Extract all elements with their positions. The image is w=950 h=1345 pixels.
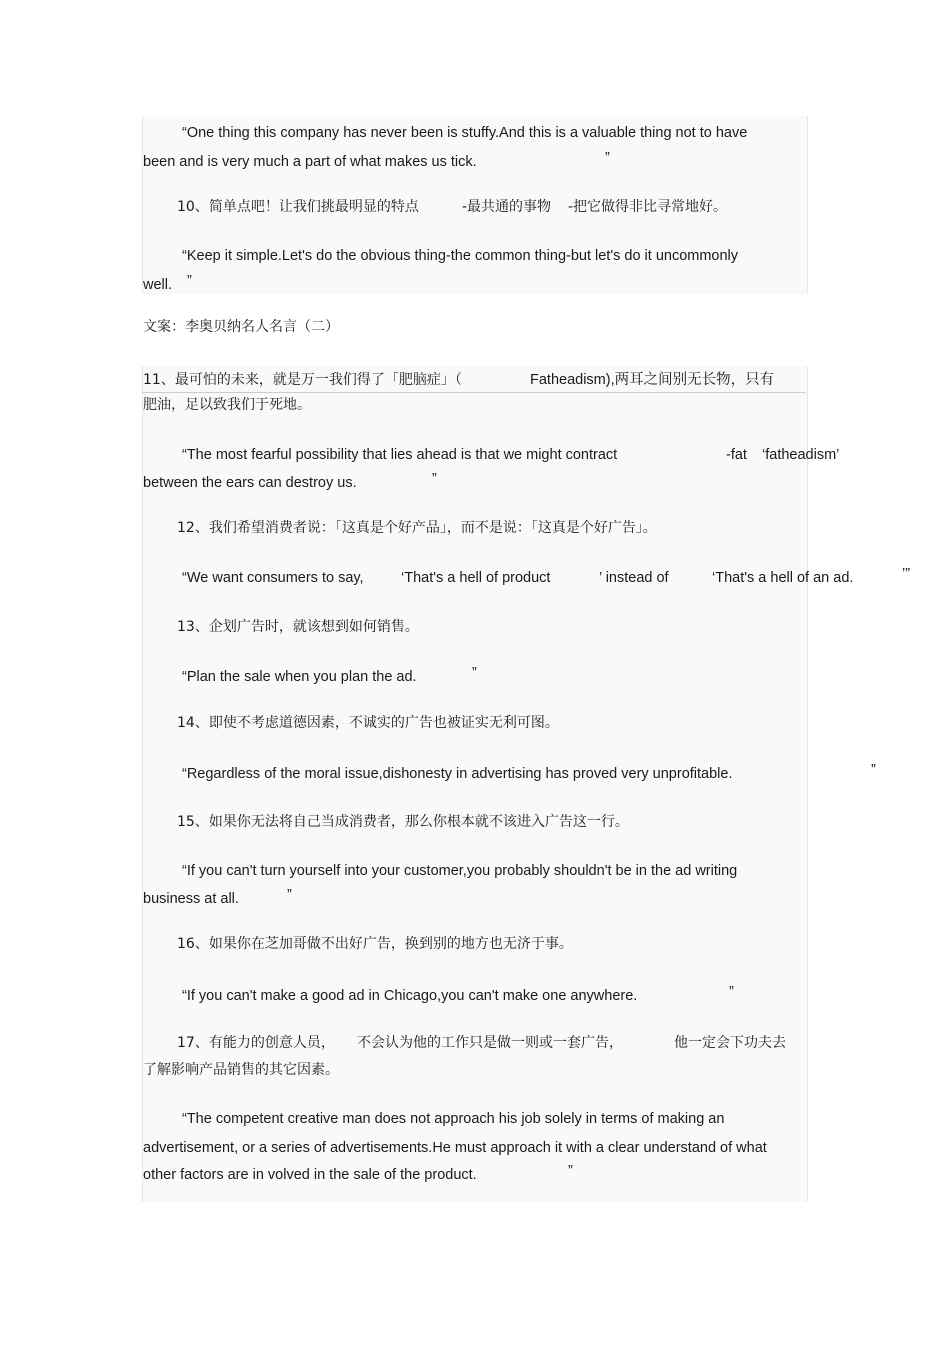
item-10-text-b: -最共通的事物 [462, 199, 552, 215]
item-14-text: 14、即使不考虑道德因素，不诚实的广告也被证实无利可图。 [177, 715, 559, 731]
section-heading: 文案：李奥贝纳名人名言（二） [143, 319, 339, 335]
quote-12-part-c: ’ instead of [599, 570, 669, 586]
quote-10-line-2: well. [143, 277, 173, 293]
quote-12-part-d: ‘That's a hell of an ad. [712, 570, 854, 586]
item-17-text-b: 不会认为他的工作只是做一则或一套广告， [357, 1035, 623, 1051]
quote-13-close-mark: ” [472, 665, 477, 681]
quote-9-line-2: been and is very much a part of what makes us tick. [143, 154, 477, 170]
item-16-text: 16、如果你在芝加哥做不出好广告，换到别的地方也无济于事。 [177, 936, 573, 952]
quote-14-text: “Regardless of the moral issue,dishonesty in advertising has proved very unprofitable. [182, 766, 733, 782]
item-10-text-c: -把它做得非比寻常地好。 [568, 199, 728, 215]
item-11-text-b: Fatheadism),两耳之间别无长物，只有 [530, 372, 775, 388]
quote-10-close-mark: ” [187, 273, 192, 289]
quote-15-line-1: “If you can't turn yourself into your customer,you probably shouldn't be in the ad writing [182, 863, 738, 879]
quote-11-line-1b: -fat [726, 447, 747, 463]
item-12-text: 12、我们希望消费者说：「这真是个好产品」，而不是说：「这真是个好广告」。 [177, 520, 657, 536]
item-17-text-a: 17、有能力的创意人员， [177, 1035, 335, 1051]
quote-17-line-3: other factors are in volved in the sale of the product. [143, 1167, 477, 1183]
item-17-text-c: 他一定会下功夫去 [674, 1035, 786, 1051]
quote-11-line-1c: ‘fatheadism’ [762, 447, 840, 463]
item-10-text-a: 10、简单点吧！让我们挑最明显的特点 [177, 199, 419, 215]
quote-15-close-mark: ” [287, 887, 292, 903]
quote-17-close-mark: ” [568, 1163, 573, 1179]
divider-line [142, 392, 806, 393]
quote-16-text: “If you can't make a good ad in Chicago,you can't make one anywhere. [182, 988, 638, 1004]
item-13-text: 13、企划广告时，就该想到如何销售。 [177, 619, 419, 635]
item-17-line-2: 了解影响产品销售的其它因素。 [143, 1062, 339, 1078]
quote-13-text: “Plan the sale when you plan the ad. [182, 669, 417, 685]
quote-16-close-mark: ” [729, 984, 734, 1000]
quote-12-part-a: “We want consumers to say, [182, 570, 364, 586]
quote-17-line-1: “The competent creative man does not approach his job solely in terms of making an [182, 1111, 725, 1127]
quote-11-close-mark: ” [432, 471, 437, 487]
quote-12-close-mark: ’” [902, 566, 911, 582]
quote-15-line-2: business at all. [143, 891, 239, 907]
item-15-text: 15、如果你无法将自己当成消费者，那么你根本就不该进入广告这一行。 [177, 814, 629, 830]
quote-14-close-mark: ” [871, 762, 876, 778]
quote-12-part-b: ‘That's a hell of product [401, 570, 551, 586]
quote-17-line-2: advertisement, or a series of advertisements.He must approach it with a clear understand of what [143, 1140, 767, 1156]
quote-10-line-1: “Keep it simple.Let's do the obvious thing-the common thing-but let's do it uncommonly [182, 248, 739, 264]
item-11-line-2: 肥油，足以致我们于死地。 [143, 397, 311, 413]
quote-9-line-1: “One thing this company has never been is stuffy.And this is a valuable thing not to have [182, 125, 748, 141]
quote-11-line-2: between the ears can destroy us. [143, 475, 357, 491]
quote-9-close-mark: ” [605, 150, 610, 166]
quote-11-line-1a: “The most fearful possibility that lies ahead is that we might contract [182, 447, 618, 463]
item-11-text-a: 11、最可怕的未来，就是万一我们得了「肥脑症」（ [143, 372, 462, 388]
